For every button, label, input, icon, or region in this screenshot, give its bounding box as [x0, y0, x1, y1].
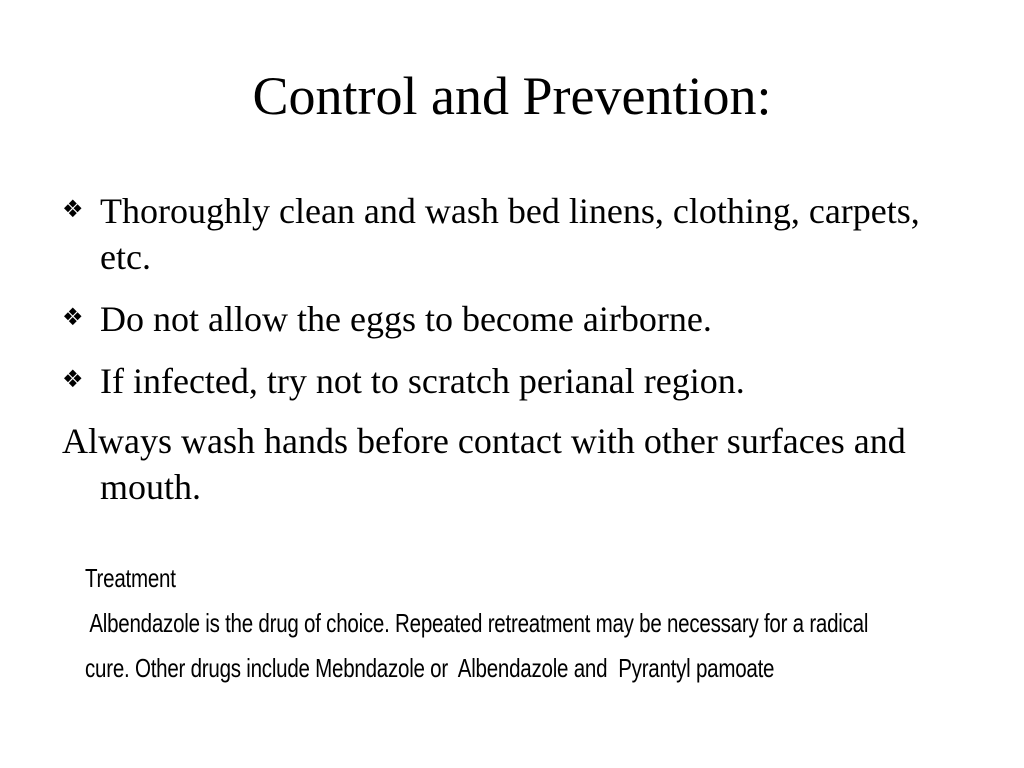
list-item-text: Thoroughly clean and wash bed linens, clothing, carpets, etc. [100, 191, 920, 277]
diamond-bullet-icon: ❖ [62, 195, 84, 223]
list-item-text: If infected, try not to scratch perianal region. [100, 361, 745, 401]
treatment-block [85, 556, 994, 691]
page-title: Control and Prevention: [252, 66, 772, 126]
treatment-line-1: Albendazole is the drug of choice. Repeated retreatment may be necessary for a radical [85, 608, 869, 638]
list-item [62, 186, 962, 280]
closing-point-text: Always wash hands before contact with other surfaces and mouth. [62, 421, 906, 507]
closing-point [62, 418, 962, 510]
treatment-line-2: cure. Other drugs include Mebndazole or Albendazole and Pyrantyl pamoate [85, 653, 775, 683]
diamond-bullet-icon: ❖ [62, 303, 84, 331]
list-item [62, 356, 962, 404]
list-item-text: Do not allow the eggs to become airborne. [100, 299, 712, 339]
list-item [62, 294, 962, 342]
treatment-heading: Treatment [85, 563, 176, 593]
bullet-list [62, 186, 962, 510]
diamond-bullet-icon: ❖ [62, 365, 84, 393]
